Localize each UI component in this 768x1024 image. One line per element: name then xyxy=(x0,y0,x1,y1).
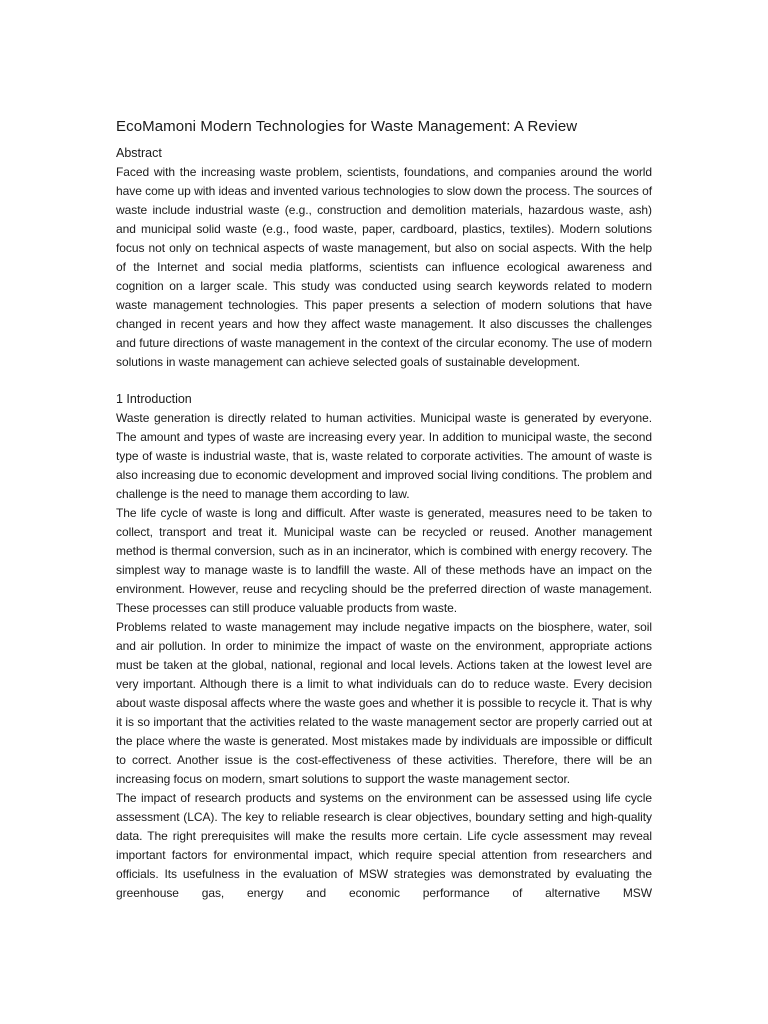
intro-paragraph-1: Waste generation is directly related to human activities. Municipal waste is generated by everyone. The amount and types of waste are increasing every year. In addition to municipal waste, the second type of waste is industrial waste, that is, waste related to corporate activities. The amount of waste is also increasing due to economic development and improved social living conditions. The problem and challenge is the need to manage them according to law. xyxy=(116,411,652,501)
introduction-section xyxy=(116,409,652,903)
intro-paragraph-4: The impact of research products and systems on the environment can be assessed using life cycle assessment (LCA). The key to reliable research is clear objectives, boundary setting and high-quality data. The right prerequisites will make the results more certain. Life cycle assessment may reveal important factors for environmental impact, which require special attention from researchers and officials. Its usefulness in the evaluation of MSW strategies was demonstrated by evaluating the greenhouse gas, energy and economic performance of alternative MSW xyxy=(116,791,652,900)
intro-paragraph-2: The life cycle of waste is long and difficult. After waste is generated, measures need to be taken to collect, transport and treat it. Municipal waste can be recycled or reused. Another management method is thermal conversion, such as in an incinerator, which is combined with energy recovery. The simplest way to manage waste is to landfill the waste. All of these methods have an impact on the environment. However, reuse and recycling should be the preferred direction of waste management. These processes can still produce valuable products from waste. xyxy=(116,506,652,615)
abstract-paragraph: Faced with the increasing waste problem, scientists, foundations, and companies around the world have come up with ideas and invented various technologies to slow down the process. The sources of waste include industrial waste (e.g., construction and demolition materials, hazardous waste, ash) and municipal solid waste (e.g., food waste, paper, cardboard, plastics, textiles). Modern solutions focus not only on technical aspects of waste management, but also on social aspects. With the help of the Internet and social media platforms, scientists can influence ecological awareness and cognition on a larger scale. This study was conducted using search keywords related to modern waste management technologies. This paper presents a selection of modern solutions that have changed in recent years and how they affect waste management. It also discusses the challenges and future directions of waste management in the context of the circular economy. The use of modern solutions in waste management can achieve selected goals of sustainable development. xyxy=(116,165,652,369)
abstract-section xyxy=(116,163,652,372)
intro-paragraph-3: Problems related to waste management may include negative impacts on the biosphere, water, soil and air pollution. In order to minimize the impact of waste on the environment, appropriate actions must be taken at the global, national, regional and local levels. Actions taken at the lowest level are very important. Although there is a limit to what individuals can do to reduce waste. Every decision about waste disposal affects where the waste goes and whether it is possible to recycle it. That is why it is so important that the activities related to the waste management sector are properly carried out at the place where the waste is generated. Most mistakes made by individuals are impossible or difficult to correct. Another issue is the cost-effectiveness of these activities. Therefore, there will be an increasing focus on modern, smart solutions to support the waste management sector. xyxy=(116,620,652,786)
introduction-heading: 1 Introduction xyxy=(116,392,192,406)
paper-title: EcoMamoni Modern Technologies for Waste Management: A Review xyxy=(116,118,578,135)
abstract-heading: Abstract xyxy=(116,146,162,160)
